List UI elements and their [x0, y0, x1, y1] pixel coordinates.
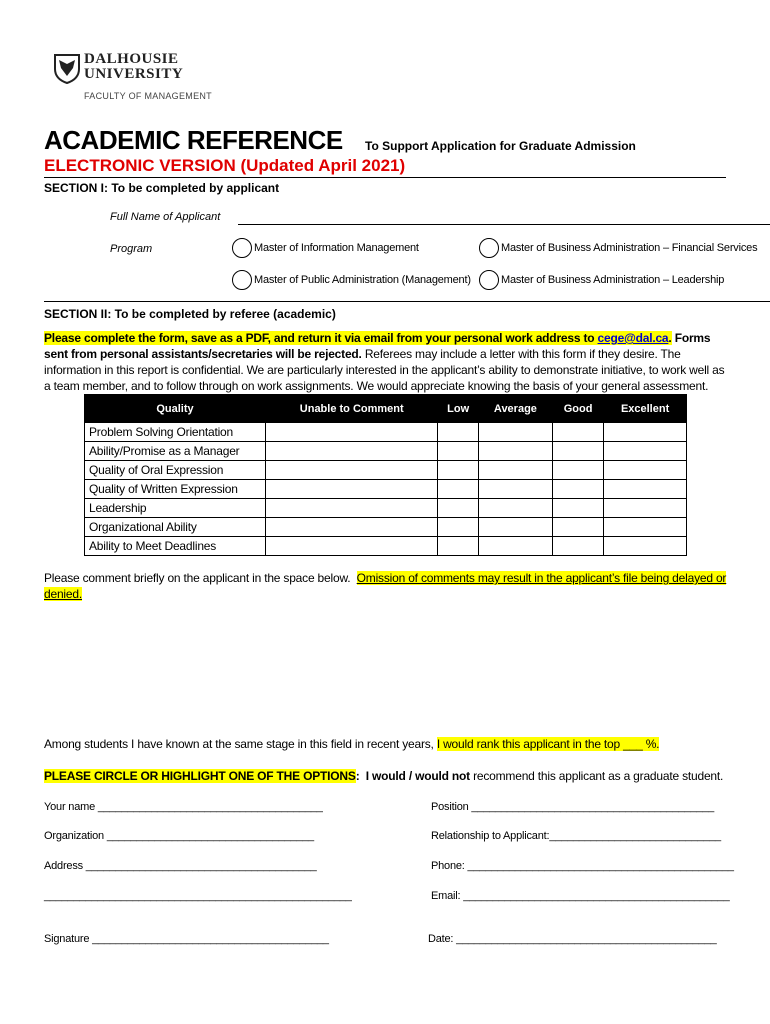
header-rule [44, 177, 726, 178]
organization-field[interactable]: Organization ___________________________________ [44, 830, 314, 842]
comment-prompt [44, 570, 734, 602]
instructions-rejection: sent from personal assistants/secretaries will be rejected. [44, 347, 362, 361]
recommend-statement [44, 769, 723, 783]
col-quality: Quality [85, 395, 266, 423]
page-title: ACADEMIC REFERENCE [44, 125, 343, 155]
email-link[interactable]: cege@dal.ca [597, 331, 669, 345]
rating-cell[interactable] [478, 461, 552, 480]
instructions-forms: Forms [674, 331, 711, 345]
rank-statement [44, 737, 659, 751]
col-unable: Unable to Comment [266, 395, 438, 423]
relationship-field[interactable]: Relationship to Applicant:_____________________________ [431, 830, 721, 842]
rating-cell[interactable] [266, 423, 438, 442]
rank-text: Among students I have known at the same stage in this field in recent years, [44, 737, 437, 751]
col-good: Good [553, 395, 604, 423]
rating-cell[interactable] [553, 518, 604, 537]
program-label: Program [110, 243, 153, 255]
university-name [84, 52, 183, 82]
quality-label: Problem Solving Orientation [85, 423, 266, 442]
signature-field[interactable]: Signature ________________________________________ [44, 933, 329, 945]
rating-cell[interactable] [604, 518, 687, 537]
rating-cell[interactable] [604, 442, 687, 461]
rating-cell[interactable] [604, 537, 687, 556]
rating-cell[interactable] [604, 461, 687, 480]
recommend-colon: : [355, 769, 366, 783]
rating-cell[interactable] [553, 499, 604, 518]
section-divider [44, 301, 770, 302]
col-low: Low [438, 395, 478, 423]
electronic-version-heading: ELECTRONIC VERSION (Updated April 2021) [44, 156, 406, 175]
address-line-2-field[interactable]: ____________________________________________________ [44, 890, 352, 902]
rating-cell[interactable] [266, 461, 438, 480]
rating-cell[interactable] [478, 518, 552, 537]
full-name-input-line[interactable] [238, 224, 770, 225]
quality-rating-table [84, 394, 687, 556]
quality-label: Organizational Ability [85, 518, 266, 537]
program-option-mba-leadership: Master of Business Administration – Leadership [501, 274, 725, 286]
rating-cell[interactable] [604, 480, 687, 499]
comment-area[interactable] [44, 606, 734, 726]
instructions-body: Referees may include a letter with this form if they desire. The information in this report is confidential. We are particularly interested in the applicant’s ability to demonstrate initiative, to work well as a team member, and to follow through on work assignments. We would appreciate knowing the basis of your general assessment. [44, 347, 725, 393]
rating-cell[interactable] [438, 518, 478, 537]
rating-cell[interactable] [266, 518, 438, 537]
comment-prompt-text: Please comment briefly on the applicant in the space below. [44, 571, 357, 585]
rating-cell[interactable] [478, 499, 552, 518]
quality-label: Leadership [85, 499, 266, 518]
dalhousie-shield-logo [54, 54, 80, 84]
date-field[interactable]: Date: ____________________________________________ [428, 933, 717, 945]
section-1-heading: SECTION I: To be completed by applicant [44, 181, 280, 195]
rating-cell[interactable] [266, 442, 438, 461]
rating-cell[interactable] [604, 499, 687, 518]
phone-field[interactable]: Phone: _____________________________________________ [431, 860, 734, 872]
email-field[interactable]: Email: _____________________________________________ [431, 890, 730, 902]
quality-label: Ability/Promise as a Manager [85, 442, 266, 461]
quality-label: Quality of Written Expression [85, 480, 266, 499]
quality-label: Quality of Oral Expression [85, 461, 266, 480]
logo-line-1: DALHOUSIE [84, 51, 179, 67]
rating-cell[interactable] [266, 499, 438, 518]
rating-cell[interactable] [553, 480, 604, 499]
faculty-name: FACULTY OF MANAGEMENT [84, 91, 212, 101]
logo-line-2: UNIVERSITY [84, 66, 184, 82]
col-excellent: Excellent [604, 395, 687, 423]
rating-cell[interactable] [438, 537, 478, 556]
table-row [85, 461, 687, 480]
referee-instructions: Please complete the form, save as a PDF, and return it via email from your personal work address to cege@dal.ca. Forms sent from personal assistants/secretaries will be rejected. Referees may include a letter with this form if they desire. The information in this report is confidential. We are particularly interested in the applicant’s ability to demonstrate initiative, to work well as a team member, and to follow through on work assignments. We would appreciate knowing the basis of your general assessment. [44, 331, 725, 393]
rating-cell[interactable] [266, 480, 438, 499]
radio-mba-leadership[interactable] [479, 270, 499, 290]
position-field[interactable]: Position _________________________________________ [431, 801, 715, 813]
rating-cell[interactable] [478, 423, 552, 442]
rating-cell[interactable] [438, 423, 478, 442]
table-row [85, 499, 687, 518]
instructions-highlight: Please complete the form, save as a PDF, and return it via email from your personal work address to [44, 331, 598, 345]
program-option-mim: Master of Information Management [254, 242, 419, 254]
section-2-heading: SECTION II: To be completed by referee (academic) [44, 307, 336, 321]
rank-highlight[interactable]: I would rank this applicant in the top ___ %. [436, 737, 660, 751]
rating-cell[interactable] [553, 423, 604, 442]
radio-mba-fs[interactable] [479, 238, 499, 258]
radio-mim[interactable] [232, 238, 252, 258]
rating-cell[interactable] [553, 537, 604, 556]
rating-cell[interactable] [604, 423, 687, 442]
rating-cell[interactable] [438, 499, 478, 518]
table-row [85, 518, 687, 537]
rating-cell[interactable] [478, 480, 552, 499]
recommend-rest: recommend this applicant as a graduate student. [469, 769, 724, 783]
table-row [85, 537, 687, 556]
radio-mpa[interactable] [232, 270, 252, 290]
rating-cell[interactable] [438, 480, 478, 499]
table-row [85, 423, 687, 442]
program-option-mpa: Master of Public Administration (Management) [254, 274, 471, 286]
table-row [85, 442, 687, 461]
quality-label: Ability to Meet Deadlines [85, 537, 266, 556]
rating-cell[interactable] [266, 537, 438, 556]
address-field[interactable]: Address _______________________________________ [44, 860, 317, 872]
rating-cell[interactable] [478, 442, 552, 461]
recommend-options[interactable]: I would / would not [365, 769, 470, 783]
table-header-row [85, 395, 687, 423]
your-name-field[interactable]: Your name ______________________________________ [44, 801, 323, 813]
rating-cell[interactable] [553, 461, 604, 480]
recommend-instruction: PLEASE CIRCLE OR HIGHLIGHT ONE OF THE OPTIONS [44, 769, 356, 783]
page-subtitle: To Support Application for Graduate Admission [365, 139, 636, 153]
rating-cell[interactable] [438, 442, 478, 461]
comment-warning: Omission of comments may result in the applicant’s file being delayed or denied. [44, 571, 727, 601]
rating-cell[interactable] [478, 537, 552, 556]
full-name-label: Full Name of Applicant [110, 211, 221, 223]
rating-cell[interactable] [553, 442, 604, 461]
col-average: Average [478, 395, 552, 423]
program-option-mba-fs: Master of Business Administration – Financial Services [501, 242, 758, 254]
rating-cell[interactable] [438, 461, 478, 480]
table-row [85, 480, 687, 499]
